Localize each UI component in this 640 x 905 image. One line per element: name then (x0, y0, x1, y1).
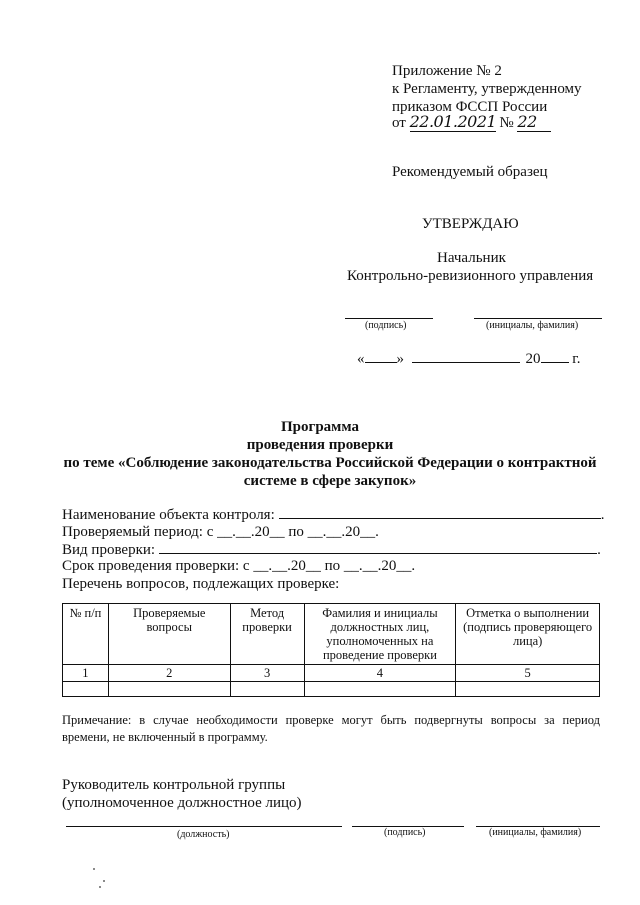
year-blank (541, 350, 569, 363)
signer-subtitle: (уполномоченное должностное лицо) (62, 795, 302, 811)
field-type: Вид проверки: . (62, 542, 601, 558)
field-type-blank (159, 540, 597, 554)
approver-initials-caption: (инициалы, фамилия) (486, 320, 579, 331)
table-cell (304, 682, 456, 697)
table-cell (63, 682, 109, 697)
table-row (63, 665, 600, 682)
table-cell (456, 682, 600, 697)
signer-position-line (66, 826, 342, 827)
field-period: Проверяемый период: с __.__.20__ по __.__.20__. (62, 524, 379, 540)
number-sign: № (499, 115, 514, 131)
program-theme-line1: по теме «Соблюдение законодательства Российской Федерации о контрактной (63, 455, 597, 471)
header-number: № п/п (63, 604, 109, 665)
field-object: Наименование объекта контроля: . (62, 507, 605, 523)
scan-speck (93, 868, 95, 870)
year-prefix: 20 (525, 351, 541, 367)
approver-department: Контрольно-ревизионного управления (347, 268, 594, 284)
field-type-label: Вид проверки: (62, 542, 156, 558)
header-officials: Фамилия и инициалы должностных лиц, уполномоченных на проведение проверки (304, 604, 456, 665)
column-number-5: 5 (456, 665, 600, 682)
approver-initials-line (474, 318, 602, 319)
date-prefix: от (392, 115, 406, 131)
signer-position-caption: (должность) (177, 829, 230, 840)
field-term: Срок проведения проверки: с __.__.20__ по __.__.20__. (62, 558, 416, 574)
column-number-1: 1 (63, 665, 109, 682)
program-theme-line2: системе в сфере закупок» (243, 473, 417, 489)
table-row (63, 682, 600, 697)
program-title: Программа (281, 419, 359, 435)
header-completion: Отметка о выполнении (подпись проверяющего лица) (456, 604, 600, 665)
field-object-label: Наименование объекта контроля: (62, 507, 275, 523)
appendix-number: Приложение № 2 (392, 63, 502, 79)
signer-signature-caption: (подпись) (384, 827, 426, 838)
field-questions-list: Перечень вопросов, подлежащих проверке: (62, 576, 340, 592)
date-close-quote: » (396, 351, 404, 367)
approver-signature-line (345, 318, 433, 319)
approver-signature-caption: (подпись) (365, 320, 407, 331)
appendix-order: приказом ФССП России (392, 99, 548, 115)
signer-title: Руководитель контрольной группы (62, 777, 286, 793)
column-number-2: 2 (108, 665, 230, 682)
handwritten-number: 22 (517, 113, 551, 132)
approver-position: Начальник (437, 250, 506, 266)
program-subtitle: проведения проверки (246, 437, 394, 453)
scan-speck (103, 880, 105, 882)
header-method: Метод проверки (230, 604, 304, 665)
table-cell (108, 682, 230, 697)
recommended-sample: Рекомендуемый образец (392, 164, 548, 180)
header-questions: Проверяемые вопросы (108, 604, 230, 665)
handwritten-date: 22.01.2021 (409, 112, 497, 131)
table-header-row (63, 604, 600, 665)
signer-initials-caption: (инициалы, фамилия) (489, 827, 582, 838)
table-cell (230, 682, 304, 697)
date-open-quote: « (357, 351, 365, 367)
note-text: Примечание: в случае необходимости проверке могут быть подвергнуты вопросы за период времени, не включенный в программу. (62, 713, 600, 744)
appendix-date-line (392, 113, 551, 132)
approve-title: УТВЕРЖДАЮ (422, 216, 519, 232)
day-blank (365, 350, 397, 363)
field-object-blank (279, 505, 601, 519)
year-suffix: г. (572, 351, 581, 367)
appendix-regulation: к Регламенту, утвержденному (392, 81, 582, 97)
column-number-3: 3 (230, 665, 304, 682)
column-number-4: 4 (304, 665, 456, 682)
questions-table (62, 603, 600, 697)
month-blank (412, 350, 520, 363)
approval-date-line (357, 350, 580, 368)
scan-speck (99, 886, 101, 888)
